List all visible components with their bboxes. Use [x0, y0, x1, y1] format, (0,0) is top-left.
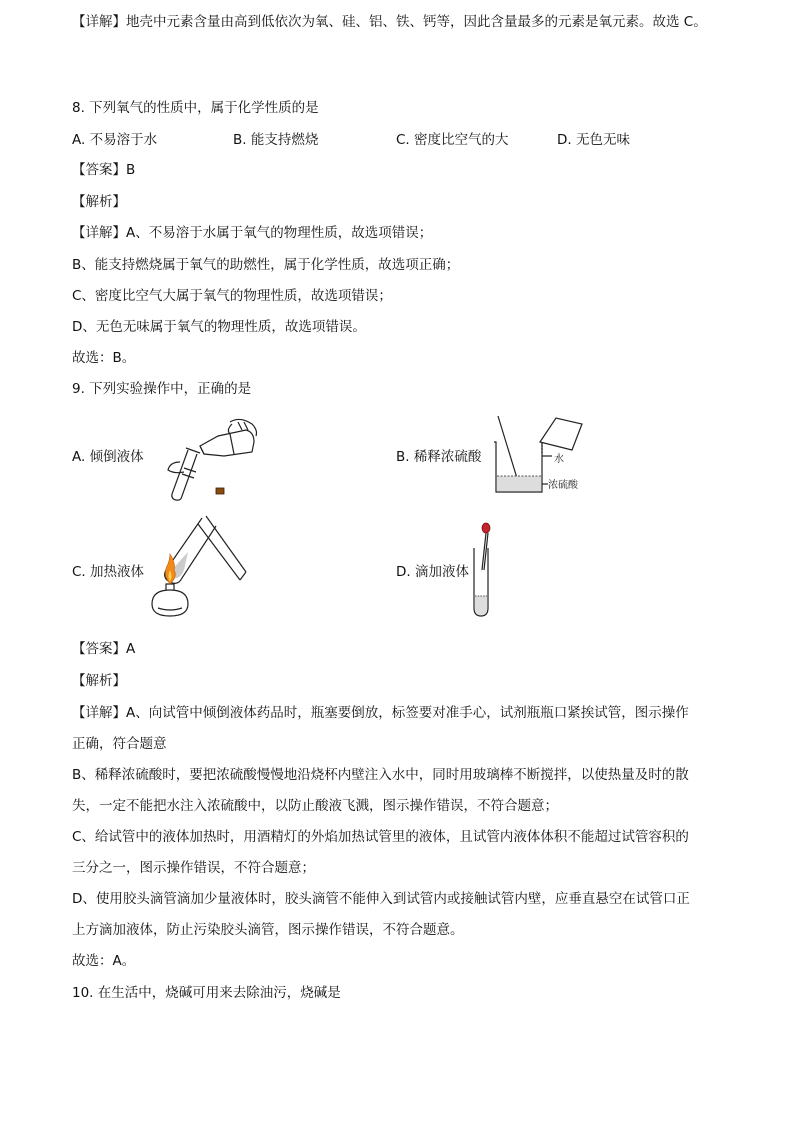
- q8-option-a: A. 不易溶于水: [72, 132, 158, 148]
- q8-option-c: C. 密度比空气的大: [396, 132, 509, 148]
- pouring-liquid-figure: [160, 412, 260, 502]
- q9-detail-b-line2: 失，一定不能把水注入浓硫酸中，以防止酸液飞溅，图示操作错误，不符合题意；: [72, 798, 558, 814]
- question-10: 10. 在生活中，烧碱可用来去除油污，烧碱是: [72, 985, 341, 1001]
- q9-detail-a-line1: 【详解】A、向试管中倾倒液体药品时，瓶塞要倒放，标签要对准手心，试剂瓶瓶口紧挨试管，图示操作: [72, 705, 689, 721]
- q9-option-d: D. 滴加液体: [396, 564, 469, 580]
- q9-detail-c-line2: 三分之一，图示操作错误，不符合题意；: [72, 860, 315, 876]
- q8-option-b: B. 能支持燃烧: [233, 132, 319, 148]
- q8-detail-b: B、能支持燃烧属于氧气的助燃性，属于化学性质，故选项正确；: [72, 257, 460, 273]
- q8-analysis-heading: 【解析】: [72, 194, 126, 210]
- q9-detail-d-line2: 上方滴加液体，防止污染胶头滴管，图示操作错误，不符合题意。: [72, 922, 464, 938]
- q9-option-a: A. 倾倒液体: [72, 449, 144, 465]
- q9-option-b: B. 稀释浓硫酸: [396, 449, 482, 465]
- question-9: 9. 下列实验操作中，正确的是: [72, 381, 252, 397]
- water-label: 水: [554, 454, 564, 465]
- question-8: 8. 下列氧气的性质中，属于化学性质的是: [72, 100, 319, 116]
- bottle-stopper-icon: [216, 488, 224, 494]
- q9-answer: 【答案】A: [72, 641, 136, 657]
- q8-detail-c: C、密度比空气大属于氧气的物理性质，故选项错误；: [72, 288, 392, 304]
- acid-label: 浓硫酸: [548, 480, 578, 491]
- q8-option-d: D. 无色无味: [557, 132, 630, 148]
- q8-selection: 故选：B。: [72, 350, 136, 366]
- q9-detail-b-line1: B、稀释浓硫酸时，要把浓硫酸慢慢地沿烧杯内壁注入水中，同时用玻璃棒不断搅拌，以使热量及时的散: [72, 767, 689, 783]
- q9-analysis-heading: 【解析】: [72, 673, 126, 689]
- q9-detail-a-line2: 正确，符合题意: [72, 736, 167, 752]
- dropping-liquid-figure: [466, 520, 506, 620]
- q9-detail-c-line1: C、给试管中的液体加热时，用酒精灯的外焰加热试管里的液体，且试管内液体体积不能超过试管容积的: [72, 829, 689, 845]
- dropper-bulb-icon: [482, 523, 490, 533]
- q8-answer: 【答案】B: [72, 162, 136, 178]
- q8-detail-d: D、无色无味属于氧气的物理性质，故选项错误。: [72, 319, 366, 335]
- q9-selection: 故选：A。: [72, 953, 136, 969]
- heating-liquid-figure: [140, 512, 250, 622]
- q8-detail-a: 【详解】A、不易溶于水属于氧气的物理性质，故选项错误；: [72, 225, 433, 241]
- explanation-q7: 【详解】地壳中元素含量由高到低依次为氧、硅、铝、铁、钙等，因此含量最多的元素是氧元素。故选 C。: [72, 14, 707, 30]
- dilute-acid-figure: [490, 412, 590, 502]
- q9-option-c: C. 加热液体: [72, 564, 145, 580]
- q9-detail-d-line1: D、使用胶头滴管滴加少量液体时，胶头滴管不能伸入到试管内或接触试管内壁，应垂直悬空在试管口正: [72, 891, 690, 907]
